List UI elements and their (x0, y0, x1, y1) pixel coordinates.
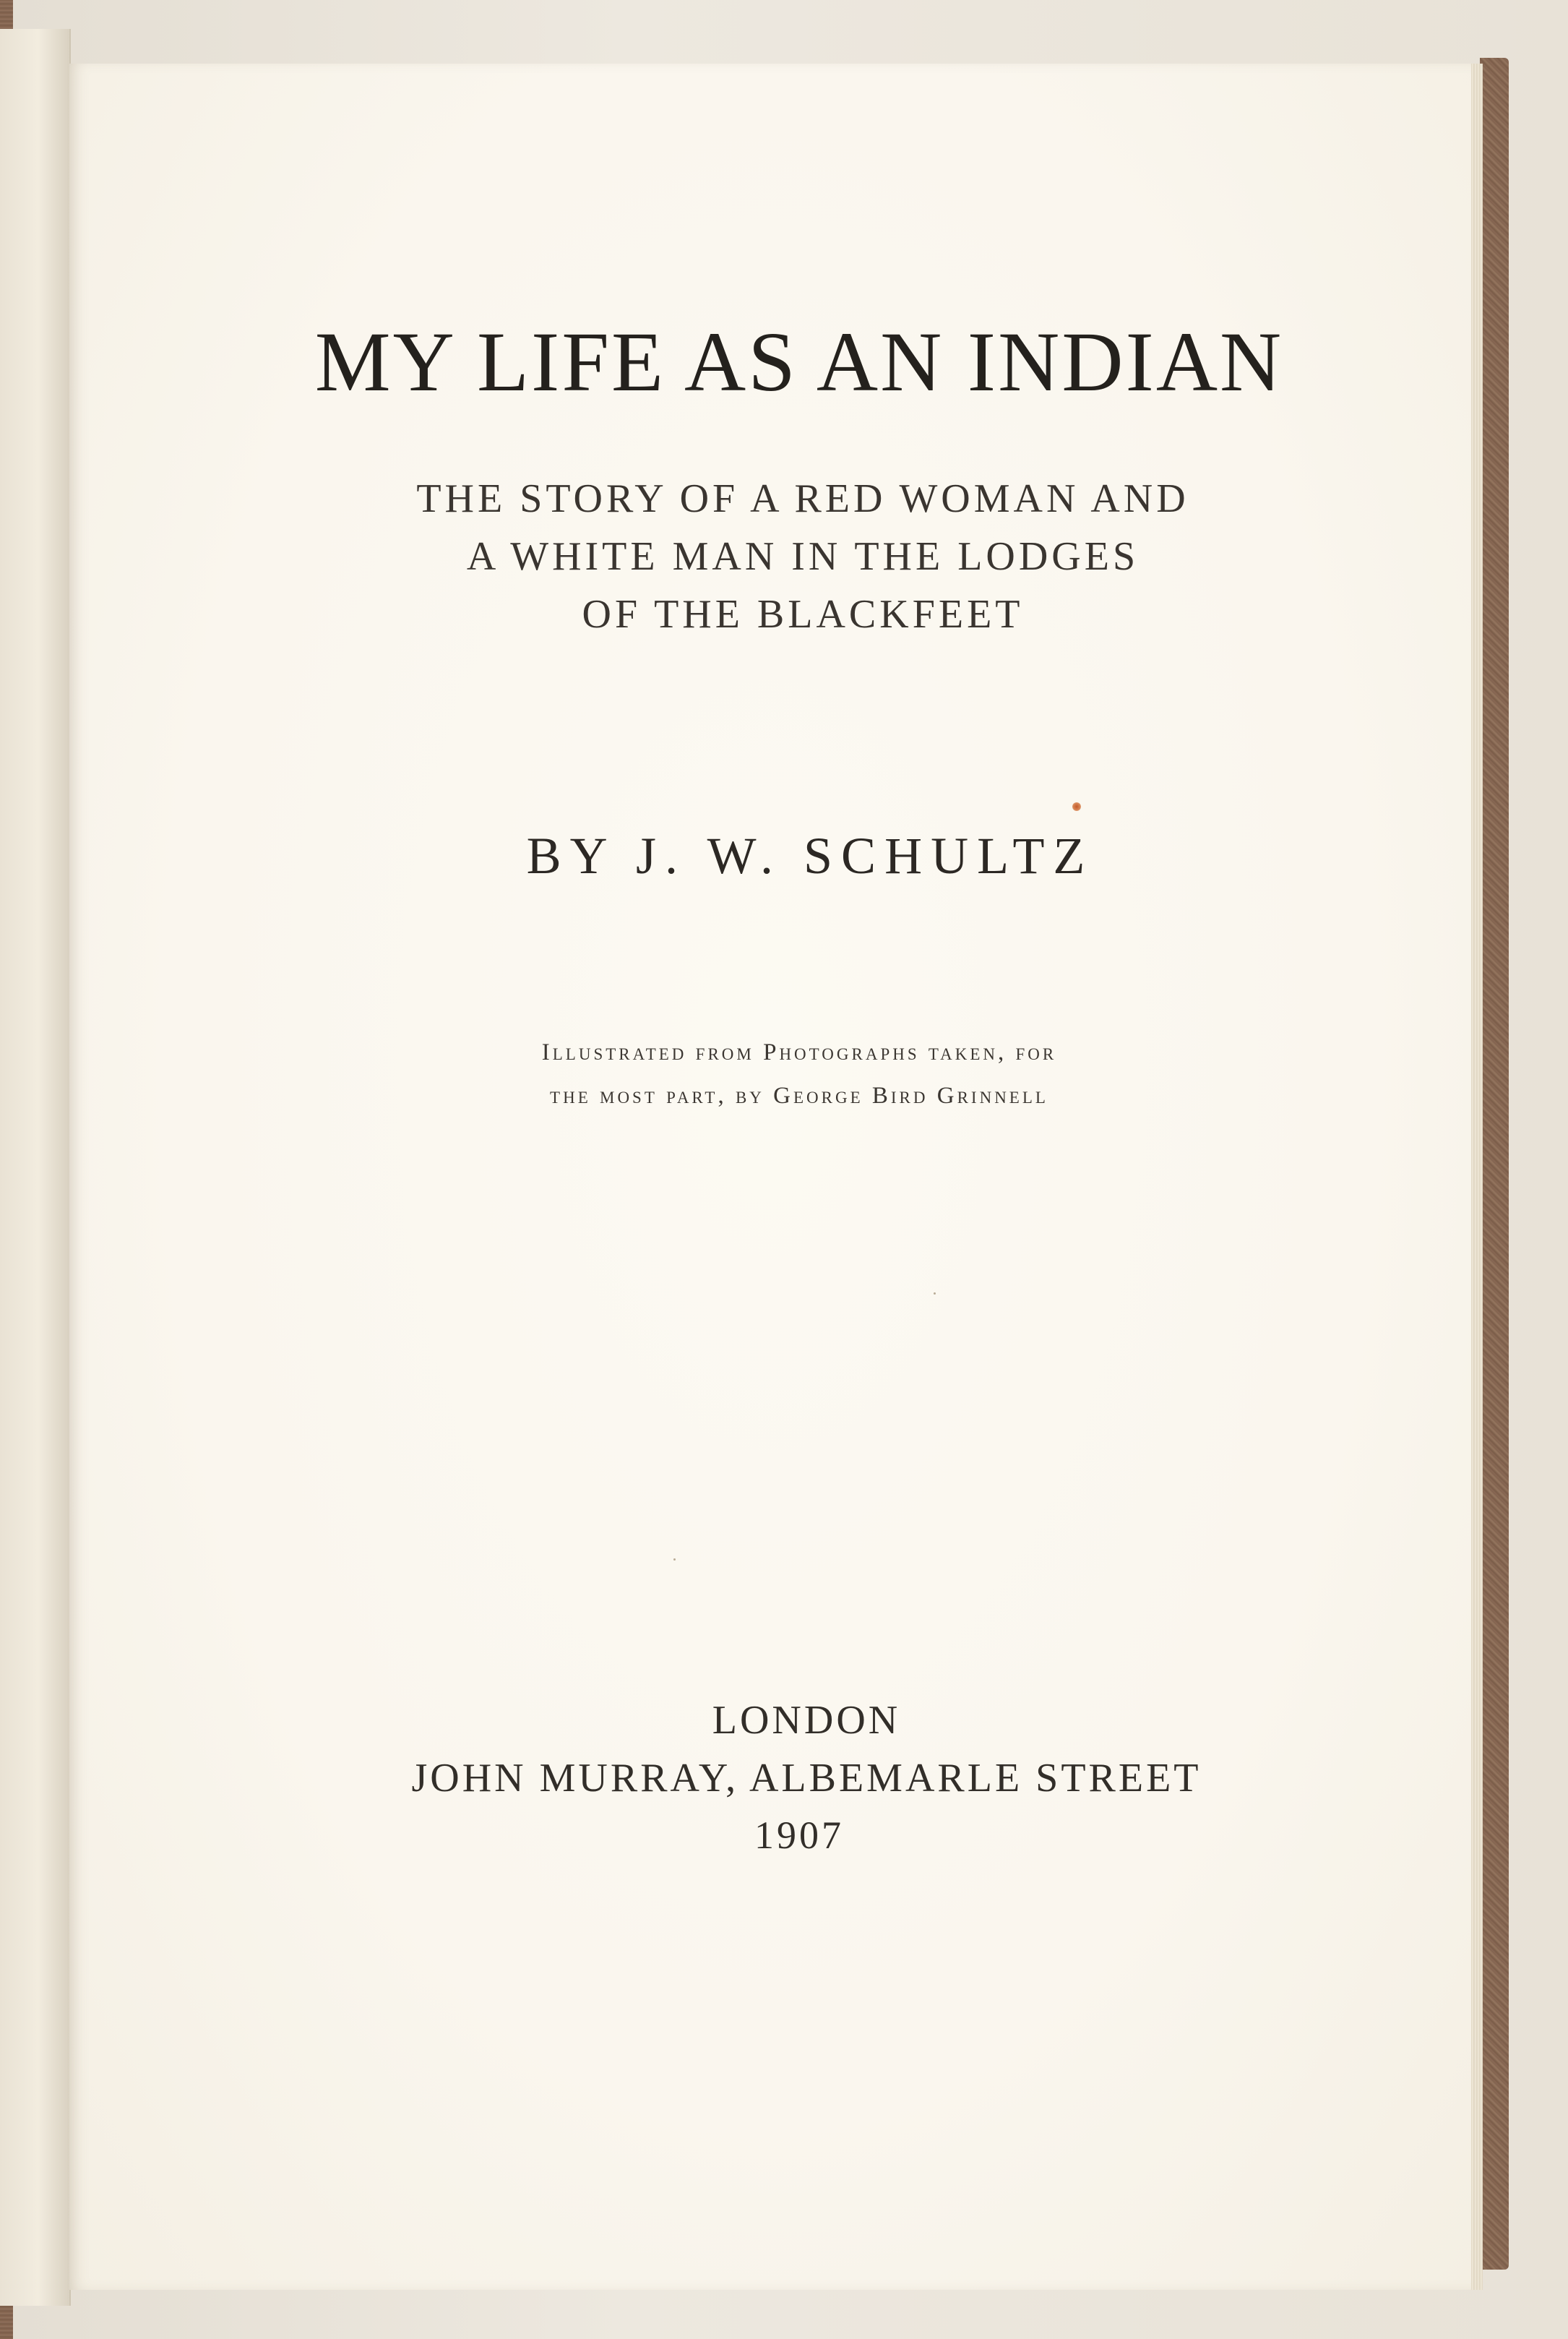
illustration-note-line-1: Illustrated from Photographs taken, for (541, 1039, 1057, 1065)
title-page (69, 64, 1471, 2290)
illustration-note-line-2: the most part, by George Bird Grinnell (550, 1083, 1048, 1109)
author-byline: BY J. W. SCHULTZ (526, 827, 1094, 885)
subtitle-line-3: OF THE BLACKFEET (582, 592, 1024, 637)
foxing-spot (1072, 802, 1081, 811)
paper-speck (934, 1292, 936, 1295)
left-page-edge (0, 29, 71, 2306)
subtitle-line-2: A WHITE MAN IN THE LODGES (466, 534, 1140, 579)
subtitle-line-1: THE STORY OF A RED WOMAN AND (416, 476, 1189, 521)
imprint-publisher: JOHN MURRAY, ALBEMARLE STREET (411, 1756, 1202, 1801)
imprint-year: 1907 (754, 1814, 844, 1857)
book-title: MY LIFE AS AN INDIAN (314, 314, 1284, 409)
paper-speck (673, 1558, 676, 1561)
imprint-city: LONDON (712, 1698, 901, 1743)
